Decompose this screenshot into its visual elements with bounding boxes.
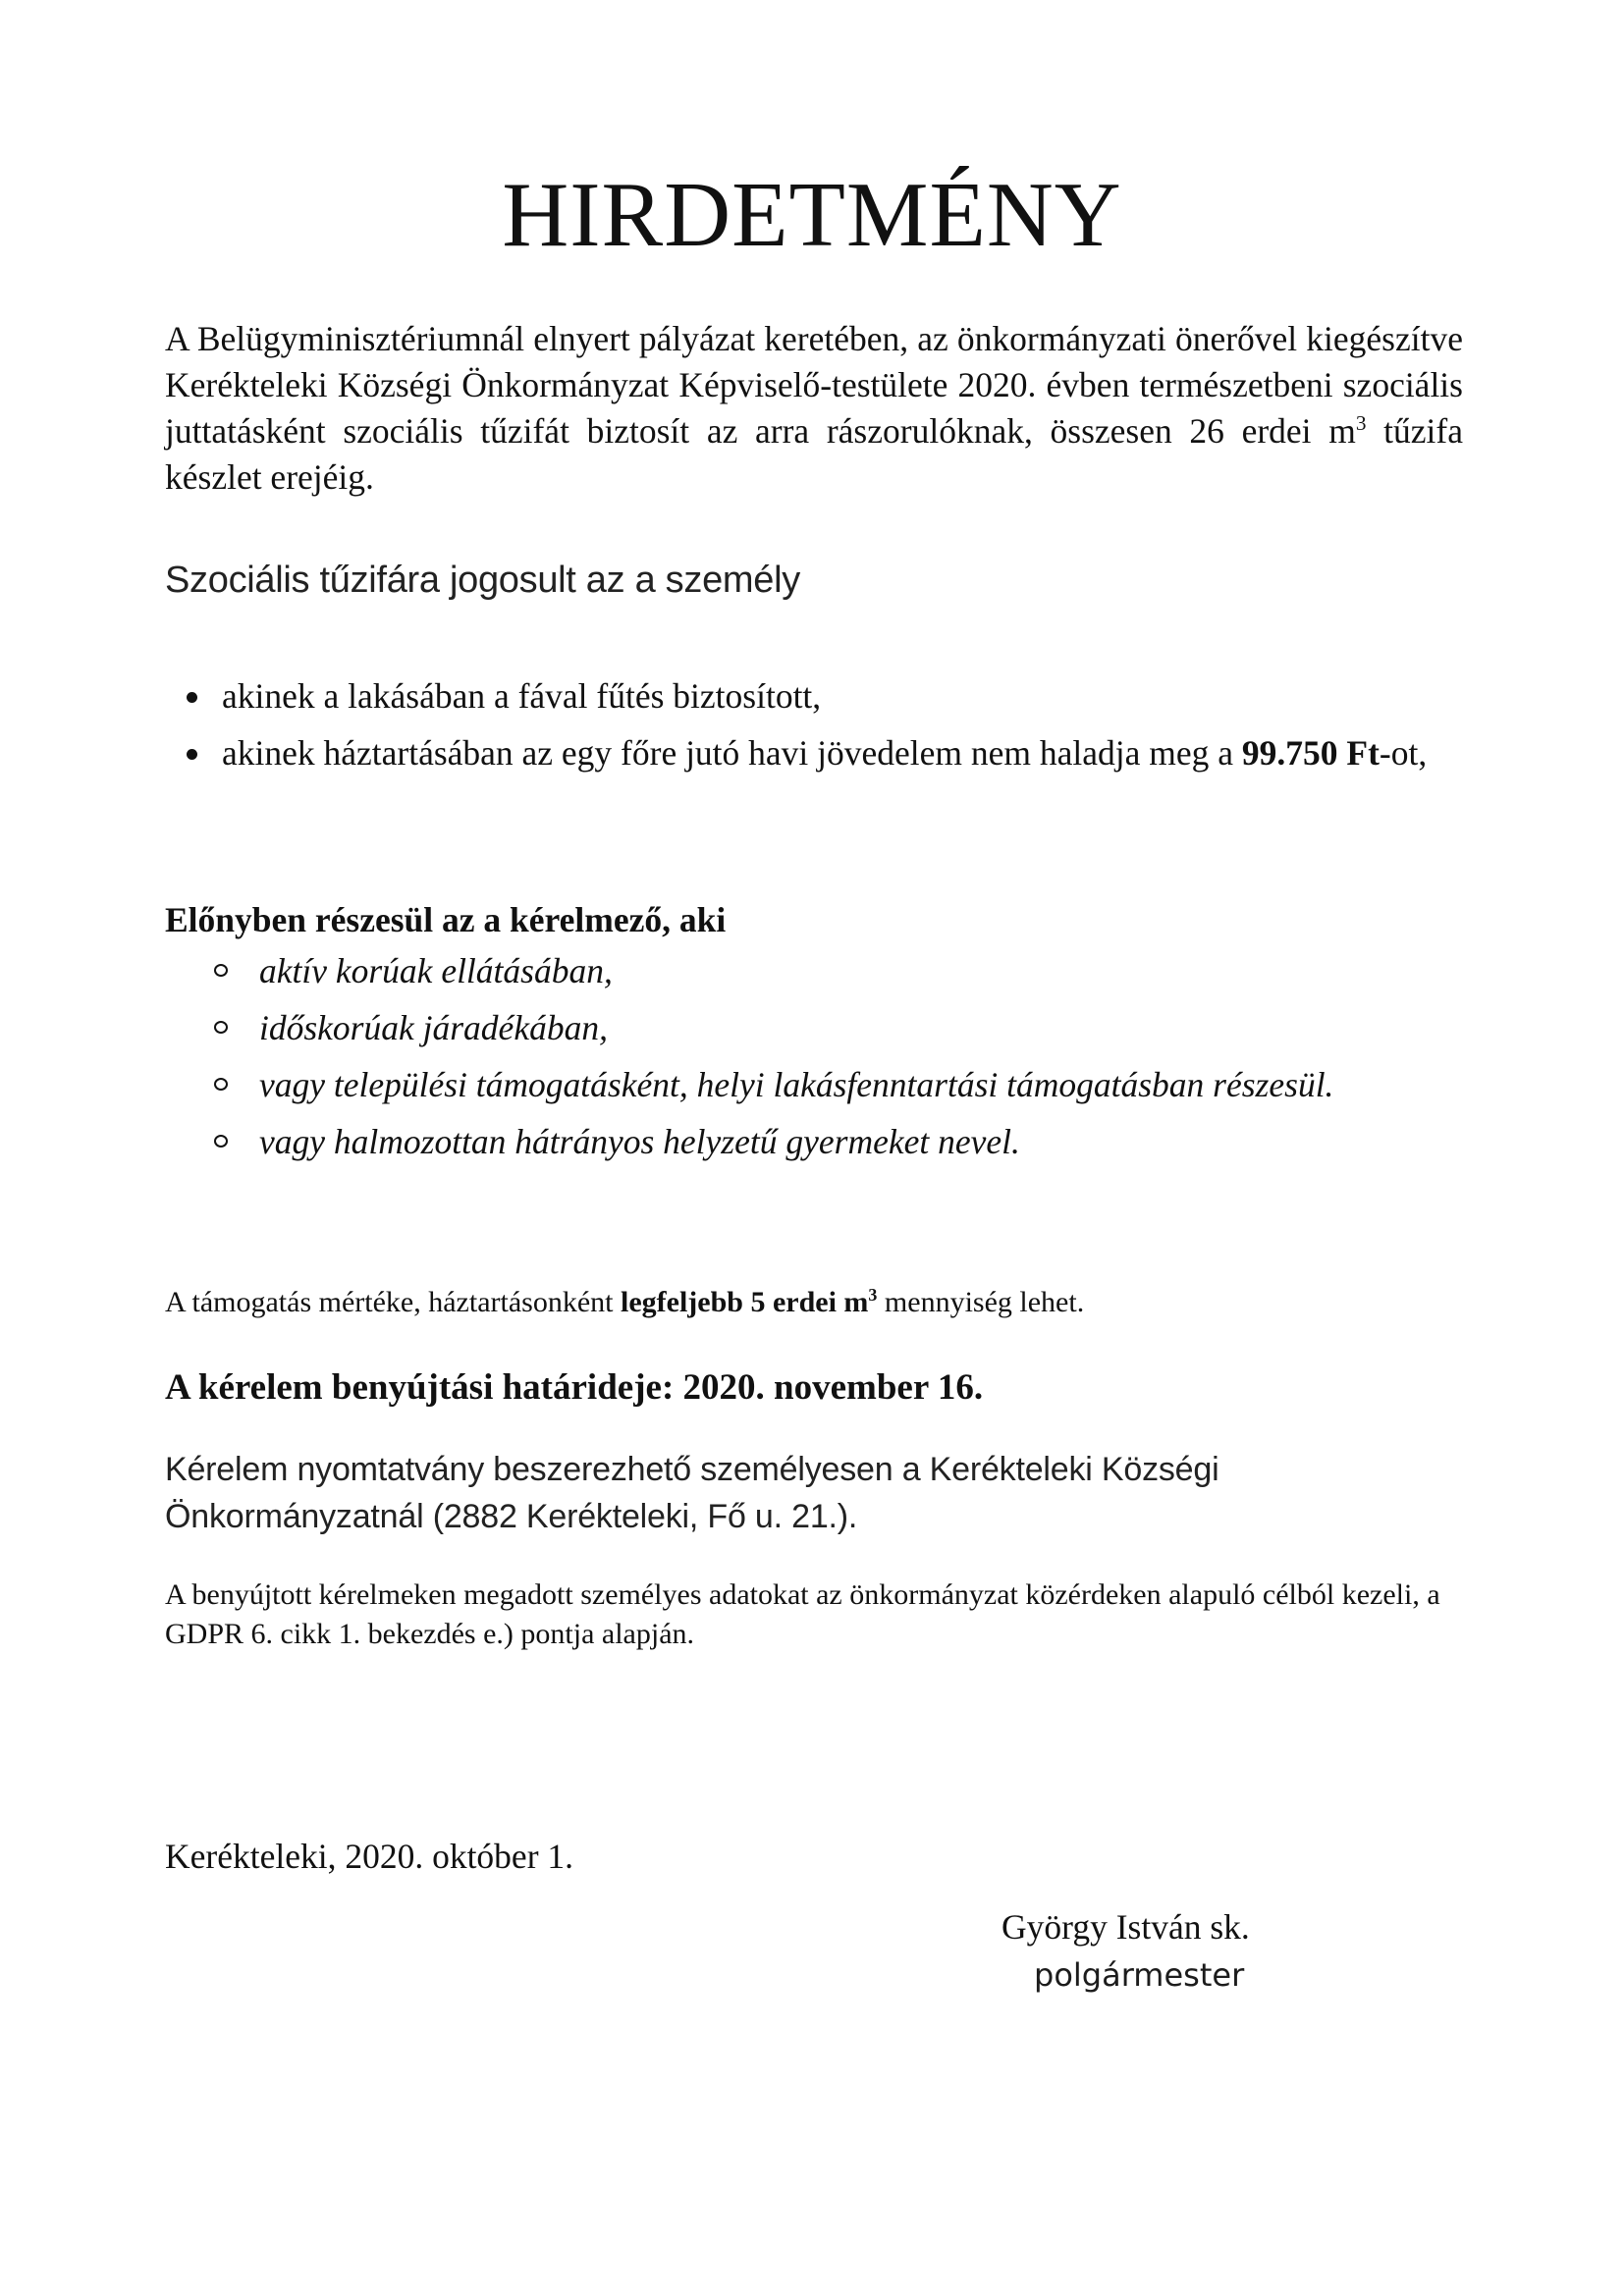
form-availability: Kérelem nyomtatvány beszerezhető személyesen a Kerékteleki Községi Önkormányzatnál (2882 Kerékteleki, Fő u. 21.).: [165, 1451, 1219, 1535]
circle-bullet-icon: [214, 1021, 228, 1034]
list-item: [175, 673, 1471, 720]
preference-item-text: vagy települési támogatásként, helyi lakásfenntartási támogatásban részesül.: [259, 1065, 1334, 1104]
eligibility-item-text: akinek háztartásában az egy főre jutó havi jövedelem nem haladja meg a: [222, 733, 1242, 773]
circle-bullet-icon: [214, 1078, 228, 1091]
eligibility-list: [175, 673, 1471, 787]
signer-title: polgármester: [1034, 1956, 1245, 1994]
list-item: [210, 948, 1477, 994]
income-limit: 99.750 Ft: [1241, 733, 1380, 773]
circle-bullet-icon: [214, 964, 228, 977]
preference-heading: Előnyben részesül az a kérelmező, aki: [165, 900, 727, 939]
eligibility-item-text: akinek a lakásában a fával fűtés biztosított,: [222, 676, 822, 716]
intro-text-end: tűzifa készlet erejéig.: [165, 411, 1463, 497]
signer-name: György István sk.: [1001, 1907, 1250, 1947]
preference-list: [210, 948, 1477, 1176]
support-amount-limit-text: legfeljebb 5 erdei m: [621, 1286, 869, 1318]
support-amount-suffix: mennyiség lehet.: [877, 1286, 1085, 1318]
intro-text: A Belügyminisztériumnál elnyert pályázat keretében, az önkormányzati önerővel kiegészítve Kerékteleki Községi Önkormányzat Képviselő-testülete 2020. évben természetbeni szociális juttatásként szociális tűzifát biztosít az arra rászorulóknak, összesen 26 erdei m: [165, 319, 1463, 451]
preference-item-text: vagy halmozottan hátrányos helyzetű gyermeket nevel.: [259, 1122, 1020, 1161]
support-amount: [165, 1283, 1084, 1322]
eligibility-item-suffix: -ot,: [1379, 733, 1428, 773]
page-title: HIRDETMÉNY: [502, 164, 1122, 266]
list-item: [210, 1005, 1477, 1051]
gdpr-notice: A benyújtott kérelmeken megadott személyes adatokat az önkormányzat közérdeken alapuló célból kezeli, a GDPR 6. cikk 1. bekezdés e.) pontja alapján.: [165, 1578, 1440, 1650]
bullet-icon: [187, 692, 197, 703]
preference-item-text: aktív korúak ellátásában,: [259, 951, 613, 990]
list-item: [210, 1062, 1477, 1108]
place-and-date: Kerékteleki, 2020. október 1.: [165, 1837, 574, 1876]
support-amount-limit: [621, 1286, 877, 1318]
support-amount-superscript: 3: [868, 1285, 878, 1305]
support-amount-text: A támogatás mértéke, háztartásonként: [165, 1286, 621, 1318]
submission-deadline: A kérelem benyújtási határideje: 2020. november 16.: [165, 1367, 984, 1408]
eligibility-lead: Szociális tűzifára jogosult az a személy: [165, 560, 800, 601]
bullet-icon: [187, 749, 197, 760]
list-item: [175, 730, 1471, 776]
intro-unit-superscript: 3: [1355, 411, 1367, 436]
preference-item-text: időskorúak járadékában,: [259, 1008, 608, 1047]
intro-paragraph: [165, 316, 1463, 501]
circle-bullet-icon: [214, 1135, 228, 1148]
list-item: [210, 1119, 1477, 1165]
